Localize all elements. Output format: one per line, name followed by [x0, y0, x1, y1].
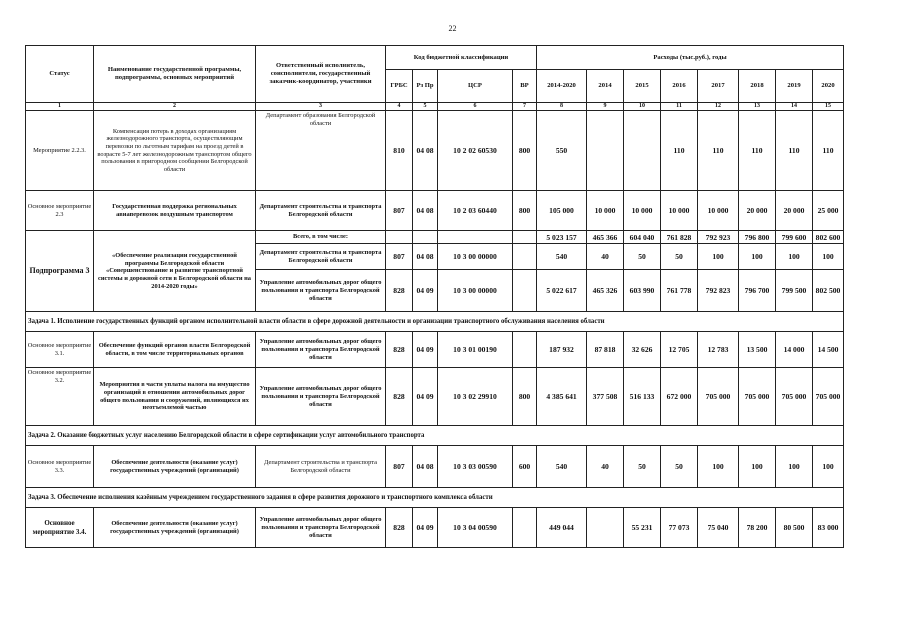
header-year: 2014: [587, 70, 624, 103]
row-vr: 800: [513, 368, 537, 426]
row-grbs: 828: [386, 368, 413, 426]
row-vr: 800: [513, 191, 537, 231]
row-grbs: 807: [386, 191, 413, 231]
header-budget-code: Код бюджетной классификации: [386, 46, 537, 70]
column-number: 5: [413, 103, 438, 111]
row-rzpr: 04 09: [413, 368, 438, 426]
row-value: 4 385 641: [537, 368, 587, 426]
row-value: 187 932: [537, 332, 587, 368]
header-year: 2014-2020: [537, 70, 587, 103]
row-rzpr: 04 09: [413, 508, 438, 548]
row-executor: Департамент строительства и транспорта Белгородской области: [256, 244, 386, 270]
header-year: 2015: [624, 70, 661, 103]
header-row-1: [26, 46, 844, 70]
row-value: 705 000: [776, 368, 813, 426]
row-value: 10 000: [587, 191, 624, 231]
column-number: 6: [438, 103, 513, 111]
row-grbs: 828: [386, 508, 413, 548]
header-year: 2020: [813, 70, 844, 103]
row-csr: 10 3 00 00000: [438, 270, 513, 312]
table-row: [26, 191, 844, 231]
row-status: Основное мероприятие 3.3.: [26, 446, 94, 488]
row-name: Обеспечение деятельности (оказание услуг) государственных учреждений (организаций): [94, 446, 256, 488]
table-row: [26, 231, 844, 244]
column-number: 3: [256, 103, 386, 111]
header-executor: Ответственный исполнитель, соисполнители, государственный заказчик-координатор, участники: [256, 46, 386, 103]
row-value: 100: [739, 446, 776, 488]
row-value: 802 600: [813, 231, 844, 244]
row-csr: 10 3 00 00000: [438, 244, 513, 270]
header-name: Наименование государственной программы, подпрограммы, основных мероприятий: [94, 46, 256, 103]
row-executor: Департамент строительства и транспорта Белгородской области: [256, 446, 386, 488]
row-csr: 10 2 03 60440: [438, 191, 513, 231]
row-grbs: 828: [386, 270, 413, 312]
row-value: 449 044: [537, 508, 587, 548]
row-rzpr: 04 08: [413, 244, 438, 270]
row-value: 55 231: [624, 508, 661, 548]
row-value: 100: [813, 446, 844, 488]
row-grbs: 828: [386, 332, 413, 368]
table-row: [26, 111, 844, 191]
page-number: 22: [448, 24, 457, 33]
row-rzpr: 04 09: [413, 332, 438, 368]
row-value: 10 000: [624, 191, 661, 231]
row-value: 110: [739, 111, 776, 191]
row-rzpr: 04 09: [413, 270, 438, 312]
row-value: 40: [587, 446, 624, 488]
column-number: 10: [624, 103, 661, 111]
row-value: 796 700: [739, 270, 776, 312]
row-value: 10 000: [698, 191, 739, 231]
row-value: 540: [537, 244, 587, 270]
row-grbs: 807: [386, 244, 413, 270]
row-value: 50: [661, 446, 698, 488]
header-grbs: ГРБС: [386, 70, 413, 103]
column-number: 14: [776, 103, 813, 111]
row-value: 32 626: [624, 332, 661, 368]
row-executor: Управление автомобильных дорог общего пользования и транспорта Белгородской области: [256, 270, 386, 312]
row-csr: 10 3 04 00590: [438, 508, 513, 548]
task-2: Задача 2. Оказание бюджетных услуг населению Белгородской области в сфере сертификации услуг автомобильного транспорта: [26, 426, 844, 446]
header-year: 2018: [739, 70, 776, 103]
row-executor: Управление автомобильных дорог общего пользования и транспорта Белгородской области: [256, 332, 386, 368]
row-value: 40: [587, 244, 624, 270]
row-status: Основное мероприятие 3.1.: [26, 332, 94, 368]
row-value: 87 818: [587, 332, 624, 368]
row-value: 796 800: [739, 231, 776, 244]
row-value: 377 508: [587, 368, 624, 426]
row-value: 77 073: [661, 508, 698, 548]
row-value: 20 000: [739, 191, 776, 231]
column-numbers-row: [26, 103, 844, 111]
task-1: Задача 1. Исполнение государственных функций органом исполнительной власти области в сфере дорожной деятельности и организации транспортного обслуживания населения области: [26, 312, 844, 332]
task-row: [26, 312, 844, 332]
row-value: 761 828: [661, 231, 698, 244]
total-label: Всего, в том числе:: [256, 231, 386, 244]
row-value: 799 500: [776, 270, 813, 312]
row-vr: [513, 332, 537, 368]
header-status: Статус: [26, 46, 94, 103]
row-name: «Обеспечение реализации государственной программы Белгородской области «Совершенствование и развитие транспортной системы и дорожной сети в Белгородской области на 2014-2020 годы»: [94, 231, 256, 312]
header-expenses: Расходы (тыс.руб.), годы: [537, 46, 844, 70]
column-number: 12: [698, 103, 739, 111]
row-value: [624, 111, 661, 191]
row-rzpr: 04 08: [413, 191, 438, 231]
header-csr: ЦСР: [438, 70, 513, 103]
row-value: 14 500: [813, 332, 844, 368]
row-value: 604 040: [624, 231, 661, 244]
row-status: Основное мероприятие 2.3: [26, 191, 94, 231]
row-csr: 10 3 03 00590: [438, 446, 513, 488]
row-csr: 10 2 02 60530: [438, 111, 513, 191]
row-value: 672 000: [661, 368, 698, 426]
row-value: 792 823: [698, 270, 739, 312]
row-csr: 10 3 01 00190: [438, 332, 513, 368]
row-value: 100: [776, 446, 813, 488]
header-rzpr: Рз Пр: [413, 70, 438, 103]
header-vr: ВР: [513, 70, 537, 103]
row-value: 78 200: [739, 508, 776, 548]
row-grbs: 810: [386, 111, 413, 191]
row-vr: 600: [513, 446, 537, 488]
row-executor: Управление автомобильных дорог общего пользования и транспорта Белгородской области: [256, 508, 386, 548]
row-value: 792 923: [698, 231, 739, 244]
row-value: 12 783: [698, 332, 739, 368]
row-value: 516 133: [624, 368, 661, 426]
row-value: 25 000: [813, 191, 844, 231]
task-3: Задача 3. Обеспечение исполнения казённым учреждением государственного задания в сфере развития дорожного и транспортного комплекса области: [26, 488, 844, 508]
row-value: 100: [698, 244, 739, 270]
row-value: 75 040: [698, 508, 739, 548]
row-status: Основное мероприятие 3.4.: [26, 508, 94, 548]
row-value: 550: [537, 111, 587, 191]
row-name: Мероприятия в части уплаты налога на имущество организаций в отношении автомобильных дорог общего пользования и сооружений, являющихся их неотъемлемой частью: [94, 368, 256, 426]
row-value: 465 326: [587, 270, 624, 312]
header-year: 2019: [776, 70, 813, 103]
row-value: 110: [776, 111, 813, 191]
row-value: 465 366: [587, 231, 624, 244]
expenses-table: [25, 45, 844, 548]
row-value: 100: [698, 446, 739, 488]
row-value: 100: [739, 244, 776, 270]
row-rzpr: 04 08: [413, 111, 438, 191]
column-number: 1: [26, 103, 94, 111]
row-value: 80 500: [776, 508, 813, 548]
column-number: 4: [386, 103, 413, 111]
row-value: 50: [624, 244, 661, 270]
task-row: [26, 488, 844, 508]
header-year: 2017: [698, 70, 739, 103]
row-value: 110: [698, 111, 739, 191]
row-value: 705 000: [698, 368, 739, 426]
column-number: 9: [587, 103, 624, 111]
column-number: 2: [94, 103, 256, 111]
row-value: 761 778: [661, 270, 698, 312]
row-value: 83 000: [813, 508, 844, 548]
row-value: 799 600: [776, 231, 813, 244]
row-status: Мероприятие 2.2.3.: [26, 111, 94, 191]
row-value: 540: [537, 446, 587, 488]
task-row: [26, 426, 844, 446]
column-number: 8: [537, 103, 587, 111]
row-value: [587, 508, 624, 548]
row-value: 13 500: [739, 332, 776, 368]
row-name: Государственная поддержка региональных авиаперевозок воздушным транспортом: [94, 191, 256, 231]
row-value: 110: [661, 111, 698, 191]
table-row: [26, 332, 844, 368]
table-row: [26, 446, 844, 488]
row-name: Компенсация потерь в доходах организациям железнодорожного транспорта, осуществляющим перевозки по льготным тарифам на проезд детей в возрасте 5-7 лет железнодорожным транспортом общего пользования в пригородном сообщении Белгородской области: [94, 111, 256, 191]
row-name: Обеспечение функций органов власти Белгородской области, в том числе территориальных органов: [94, 332, 256, 368]
row-value: 12 705: [661, 332, 698, 368]
row-value: 110: [813, 111, 844, 191]
row-value: 100: [813, 244, 844, 270]
column-number: 11: [661, 103, 698, 111]
table-row: [26, 508, 844, 548]
column-number: 15: [813, 103, 844, 111]
row-rzpr: 04 08: [413, 446, 438, 488]
row-value: 705 000: [813, 368, 844, 426]
row-value: 802 500: [813, 270, 844, 312]
row-value: 5 023 157: [537, 231, 587, 244]
row-value: 705 000: [739, 368, 776, 426]
row-value: 14 000: [776, 332, 813, 368]
row-executor: Управление автомобильных дорог общего пользования и транспорта Белгородской области: [256, 368, 386, 426]
column-number: 7: [513, 103, 537, 111]
row-vr: [513, 508, 537, 548]
row-grbs: 807: [386, 446, 413, 488]
row-value: 50: [624, 446, 661, 488]
row-csr: 10 3 02 29910: [438, 368, 513, 426]
row-value: [587, 111, 624, 191]
row-value: 100: [776, 244, 813, 270]
row-value: 603 990: [624, 270, 661, 312]
row-status: Подпрограмма 3: [26, 231, 94, 312]
table-row: [26, 368, 844, 426]
row-executor: Департамент строительства и транспорта Белгородской области: [256, 191, 386, 231]
row-value: 50: [661, 244, 698, 270]
column-number: 13: [739, 103, 776, 111]
row-value: 5 022 617: [537, 270, 587, 312]
row-value: 105 000: [537, 191, 587, 231]
row-vr: 800: [513, 111, 537, 191]
row-value: 10 000: [661, 191, 698, 231]
row-name: Обеспечение деятельности (оказание услуг) государственных учреждений (организаций): [94, 508, 256, 548]
row-value: 20 000: [776, 191, 813, 231]
header-year: 2016: [661, 70, 698, 103]
row-executor: Департамент образования Белгородской области: [256, 111, 386, 191]
row-status: Основное мероприятие 3.2.: [26, 368, 94, 426]
